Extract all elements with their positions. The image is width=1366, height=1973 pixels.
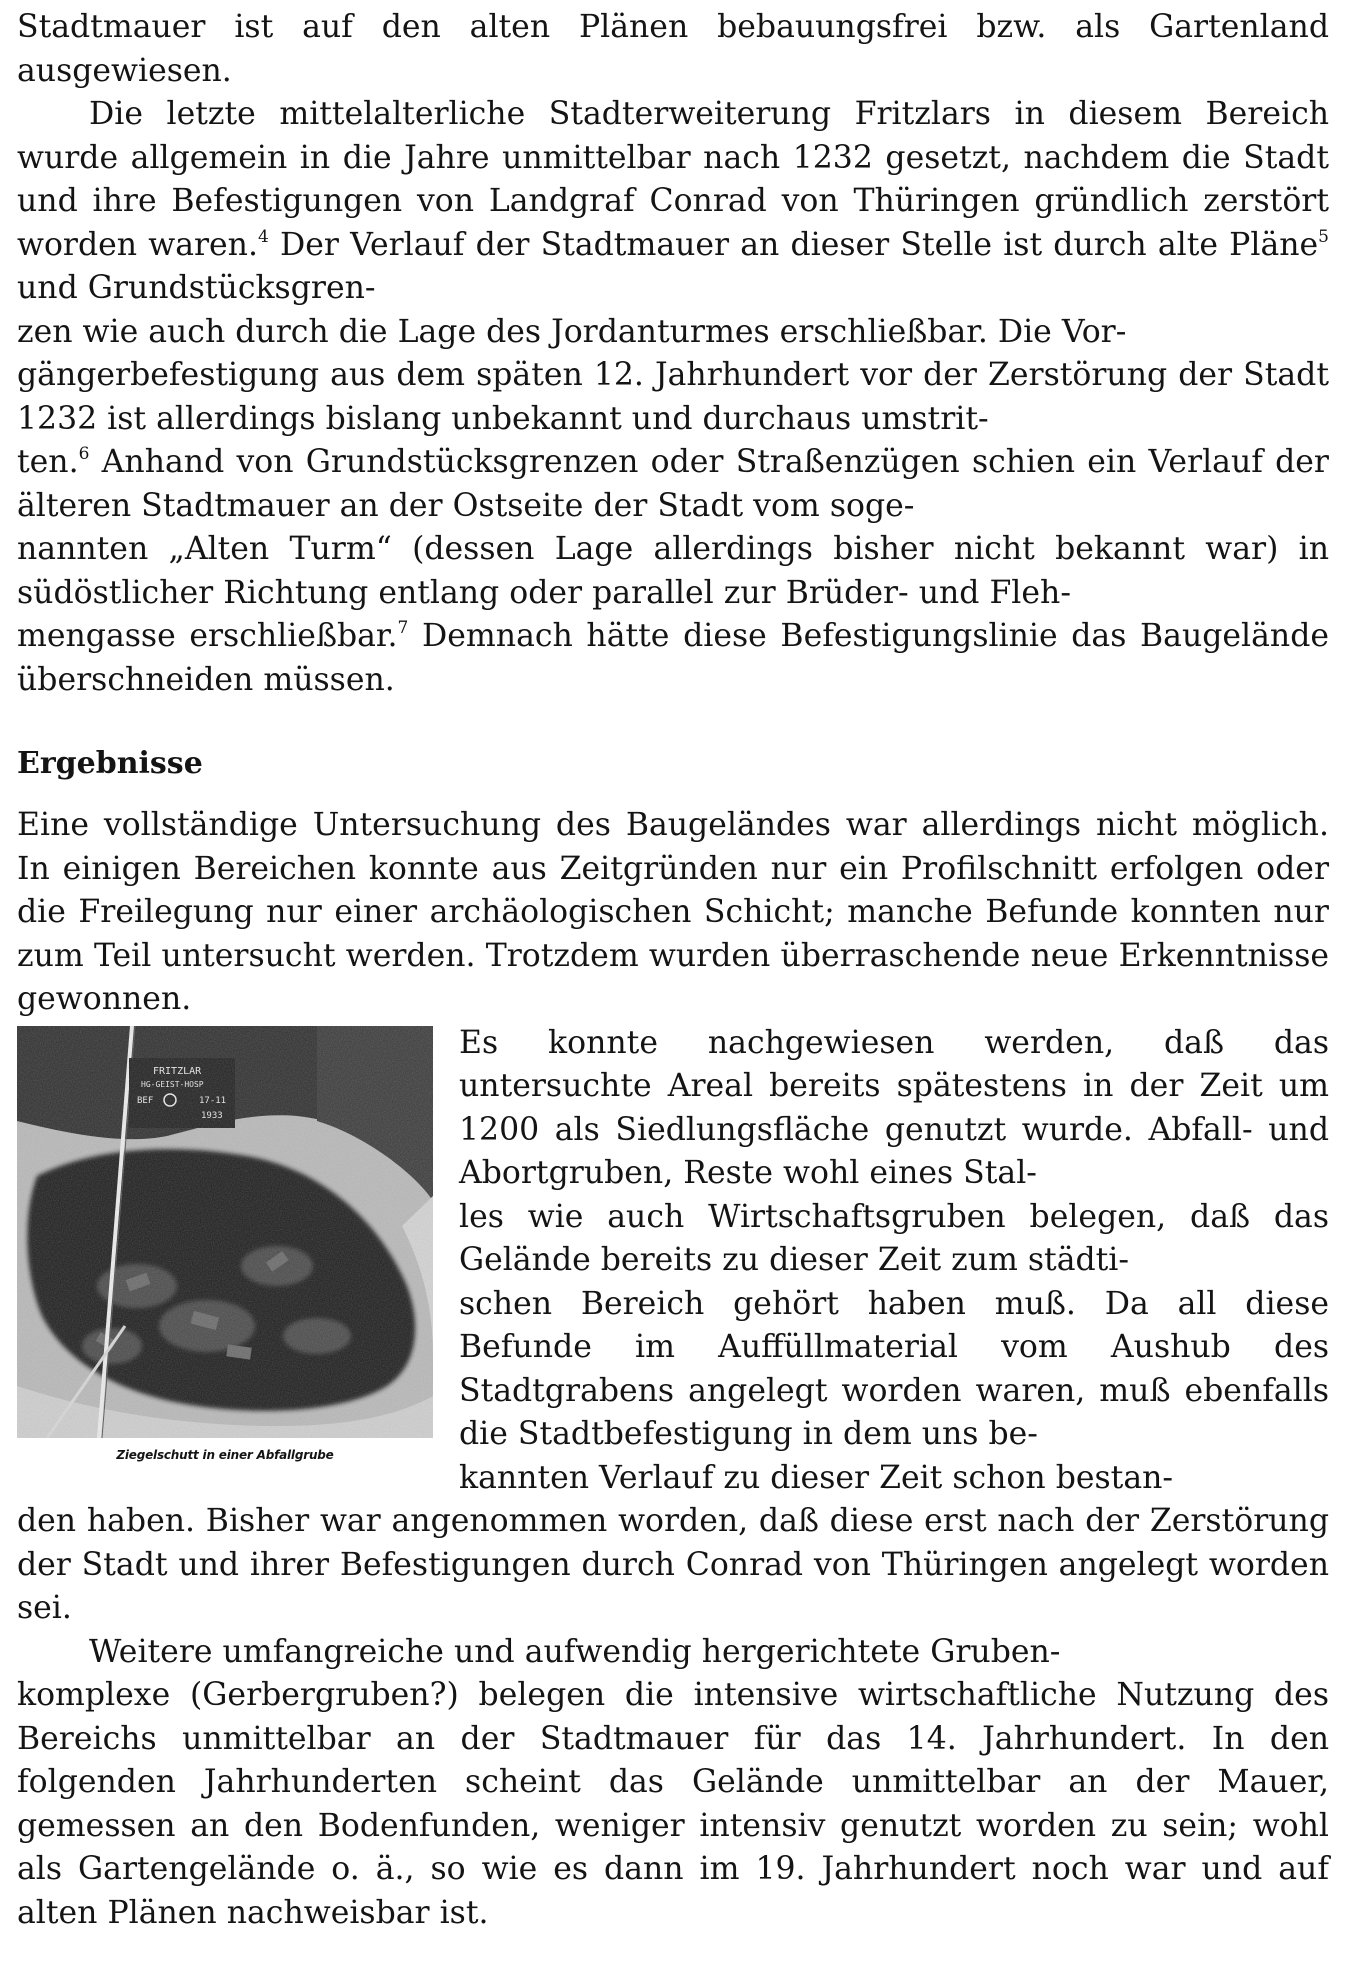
paragraph-1: Stadtmauer ist auf den alten Plänen bebauungsfrei bzw. als Gartenland ausgewiesen.: [17, 9, 1329, 89]
footnote-ref-7[interactable]: 7: [397, 618, 409, 638]
figure: [17, 1026, 433, 1498]
excavation-photo: [17, 1026, 433, 1438]
section-heading: Ergebnisse: [17, 746, 203, 781]
paragraph-results: Eine vollständige Untersuchung des Baugeländes war allerdings nicht möglich. In einigen Bereichen konnte aus Zeitgründen nur ein Profilschnitt erfolgen oder die Freilegung nur einer archäologischen Schicht; manche Befunde konnten nur zum Teil untersucht werden. Trotzdem wurden überraschende neue Erkenntnisse gewonnen.: [17, 807, 1329, 1017]
figure-caption: Ziegelschutt in einer Abfallgrube: [116, 1447, 334, 1462]
paragraph-2: Die letzte mittelalterliche Stadterweiterung Fritzlars in diesem Bereich wurde allgemein in die Jahre unmittelbar nach 1232 gesetzt, nachdem die Stadt und ihre Befestigungen von Landgraf Conrad von Thüringen gründlich zerstört worden waren.$^4$ Der Verlauf der Stadtmauer an dieser Stelle ist durch alte Pläne$^5$ und Grundstücksgren- zen wie auch durch die Lage des Jordanturmes erschließbar. Die Vor- gängerbefestigung aus dem späten 12. Jahrhundert vor der Zerstörung der Stadt 1232 ist allerdings bislang unbekannt und durchaus umstrit- ten.$^6$ Anhand von Grundstücksgrenzen oder Straßenzügen schien ein Verlauf der älteren Stadtmauer an der Ostseite der Stadt vom soge- nannten „Alten Turm“ (dessen Lage allerdings bisher nicht bekannt war) in südöstlicher Richtung entlang oder parallel zur Brüder- und Fleh- mengasse erschließbar.$^7$ Demnach hätte diese Befestigungslinie das Baugelände überschneiden müssen.: [17, 96, 1329, 698]
intro-section: [17, 6, 1329, 702]
paragraph-with-figure: Es konnte nachgewiesen werden, daß das untersuchte Areal bereits spätestens in der Zeit um 1200 als Siedlungsfläche genutzt wurde. Abfall- und Abortgruben, Reste wohl eines Stal- les wie auch Wirtschaftsgruben belegen, daß das Gelände bereits zu dieser Zeit zum städti- schen Bereich gehört haben muß. Da all diese Befunde im Auffüllmaterial vom Aushub des Stadtgrabens angelegt worden waren, muß ebenfalls die Stadtbefestigung in dem uns be- kannten Verlauf zu dieser Zeit schon bestan- den haben. Bisher war angenommen worden, daß diese erst nach der Zerstörung der Stadt und ihrer Befestigungen durch Conrad von Thüringen angelegt worden sei.: [17, 1024, 1329, 1626]
footnote-ref-5[interactable]: 5: [1318, 226, 1329, 247]
footnote-ref-4[interactable]: 4: [257, 226, 269, 247]
paragraph-last: Weitere umfangreiche und aufwendig hergerichtete Gruben- komplexe (Gerbergruben?) belegen die intensive wirtschaftliche Nutzung des Bereichs unmittelbar an der Stadtmauer für das 14. Jahrhundert. In den folgenden Jahrhunderten scheint das Gelände unmittelbar an der Mauer, gemessen an den Bodenfunden, weniger intensiv genutzt worden zu sein; wohl als Gartengelände o. ä., so wie es dann im 19. Jahrhundert noch war und auf alten Plänen nachweisbar ist.: [17, 1633, 1329, 1931]
footnote-ref-6[interactable]: 6: [78, 444, 90, 464]
results-section: [17, 804, 1329, 1935]
